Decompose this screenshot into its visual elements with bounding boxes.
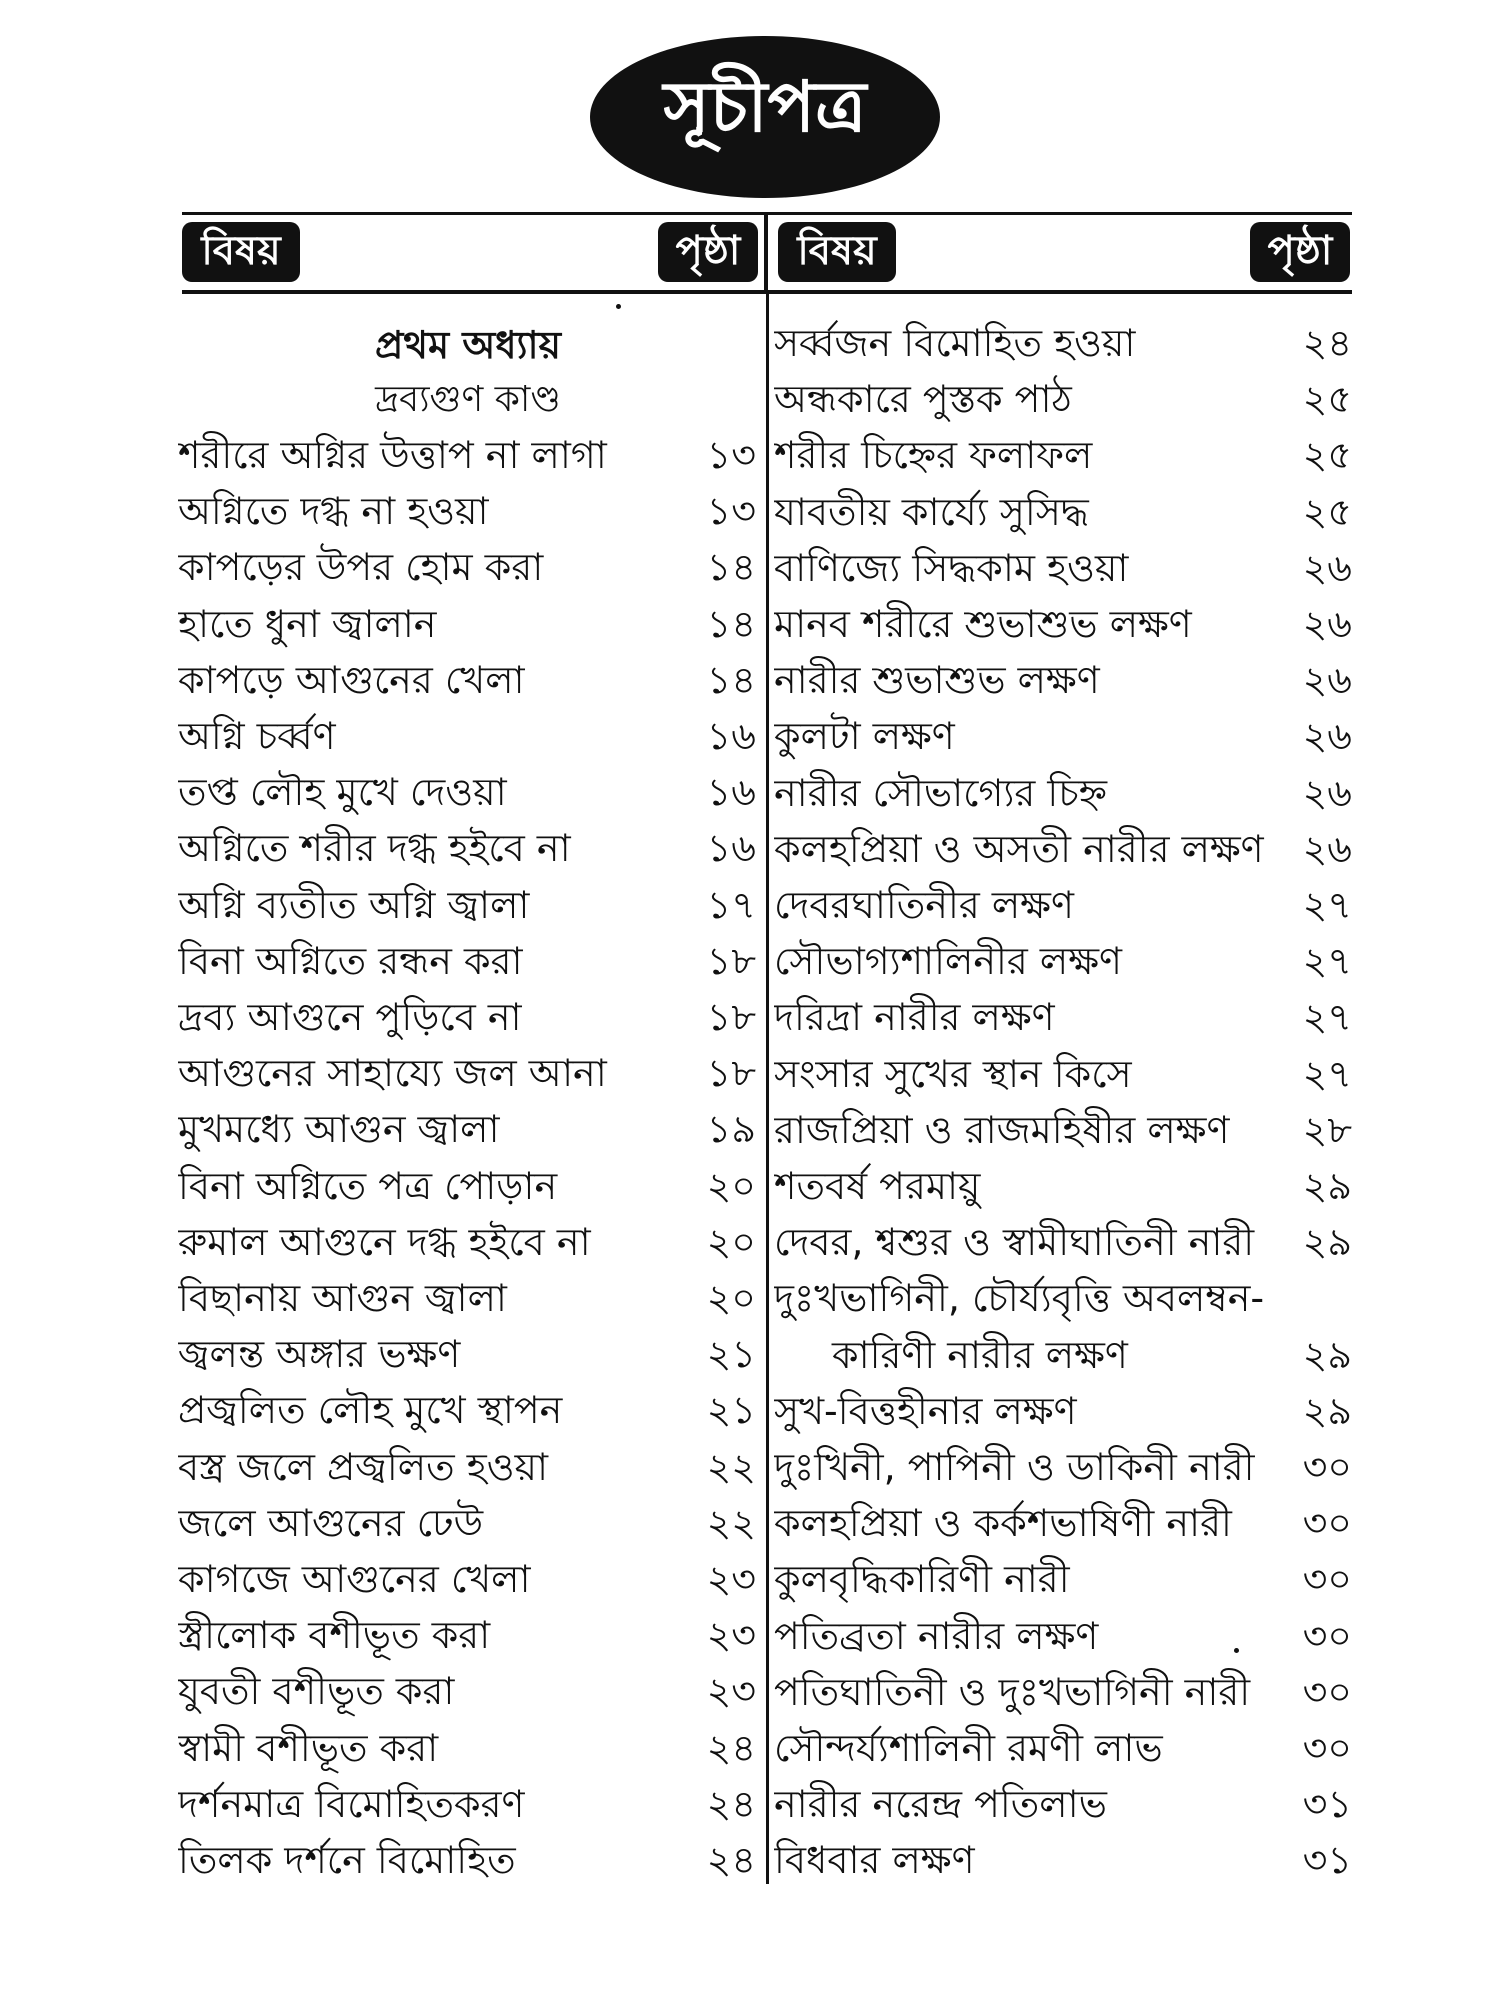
toc-entry-page: ২৭ <box>1302 995 1352 1040</box>
toc-entry-page: ২৪ <box>706 1838 756 1882</box>
toc-entry-title: বাণিজ্যে সিদ্ধকাম হওয়া <box>774 545 1129 590</box>
header-page-right <box>1250 222 1350 282</box>
toc-entry-title: দরিদ্রা নারীর লক্ষণ <box>774 995 1055 1040</box>
toc-entry-title: কাপড়ের উপর হোম করা <box>178 545 544 590</box>
header-subject-right-label: বিষয় <box>797 227 877 274</box>
toc-entry <box>774 599 1352 655</box>
toc-entry-page: ১৬ <box>706 714 756 758</box>
toc-entry-title: বিধবার লক্ষণ <box>774 1838 975 1883</box>
toc-entry <box>178 486 756 542</box>
toc-entry-page: ২৭ <box>1302 939 1352 984</box>
print-speck <box>616 304 621 309</box>
toc-entry-title: বস্ত্র জলে প্রজ্বলিত হওয়া <box>178 1444 549 1489</box>
toc-entry-page: ২০ <box>706 1219 756 1264</box>
toc-entry-title: অগ্নি ব্যতীত অগ্নি জ্বালা <box>178 882 530 927</box>
header-subject-left-label: বিষয় <box>201 227 281 274</box>
toc-entry-title: পতিব্রতা নারীর লক্ষণ <box>774 1613 1099 1658</box>
toc-entry-page: ৩০ <box>1302 1669 1352 1714</box>
toc-entry-title: অন্ধকারে পুস্তক পাঠ <box>774 377 1072 422</box>
toc-entry-title: জলে আগুনের ঢেউ <box>178 1500 484 1545</box>
title-badge <box>590 36 940 198</box>
toc-entry <box>774 1386 1352 1442</box>
toc-entry-title: কলহপ্রিয়া ও অসতী নারীর লক্ষণ <box>774 826 1264 871</box>
toc-entry-page: ২৩ <box>706 1557 756 1601</box>
toc-entry-page: ২৯ <box>1302 1220 1352 1265</box>
toc-entry <box>178 767 756 823</box>
toc-entry <box>774 655 1352 711</box>
toc-entry <box>774 1498 1352 1554</box>
toc-entry-title: কাপড়ে আগুনের খেলা <box>178 657 525 702</box>
toc-entry-page: ২২ <box>706 1444 756 1489</box>
toc-entry-title: মানব শরীরে শুভাশুভ লক্ষণ <box>774 602 1192 646</box>
toc-entry-page: ২৬ <box>1302 770 1352 815</box>
toc-entry-title: দুঃখভাগিনী, চৌর্য্যবৃত্তি অবলম্বন- <box>774 1276 1265 1321</box>
toc-entry-title: নারীর নরেন্দ্র পতিলাভ <box>774 1782 1107 1827</box>
toc-entry-page: ১৮ <box>706 1051 756 1096</box>
toc-entry-page: ২৬ <box>1302 545 1352 590</box>
toc-entry-page: ১৮ <box>706 995 756 1039</box>
toc-entry <box>178 1048 756 1104</box>
toc-entry <box>774 430 1352 486</box>
toc-entry-title: মুখমধ্যে আগুন জ্বালা <box>178 1107 500 1152</box>
toc-entry-page: ২৪ <box>1302 321 1352 365</box>
toc-entry-page: ১৪ <box>706 601 756 646</box>
page-title: সূচীপত্র <box>663 65 867 148</box>
toc-entry-page: ২৬ <box>1302 714 1352 759</box>
toc-entry-title: কুলটা লক্ষণ <box>774 714 955 759</box>
toc-entry <box>178 1779 756 1835</box>
header-page-right-label: পৃষ্ঠা <box>1267 227 1333 274</box>
toc-entry-page: ১৬ <box>706 826 756 871</box>
toc-entry <box>178 711 756 767</box>
toc-entry-page: ২৪ <box>706 1781 756 1826</box>
toc-entry <box>178 992 756 1048</box>
toc-entry <box>178 1442 756 1498</box>
toc-entry <box>178 542 756 598</box>
toc-entry-title: সৌন্দর্য্যশালিনী রমণী লাভ <box>774 1726 1163 1770</box>
column-divider <box>766 294 769 1884</box>
toc-entry-title: কাগজে আগুনের খেলা <box>178 1557 531 1601</box>
toc-entry <box>774 1779 1352 1835</box>
toc-entry-page: ৩০ <box>1302 1501 1352 1546</box>
toc-entry-title: নারীর শুভাশুভ লক্ষণ <box>774 658 1100 703</box>
toc-entry-page: ২১ <box>706 1388 756 1433</box>
toc-entry-page: ১৭ <box>706 882 756 927</box>
toc-entry-page: ২৪ <box>706 1725 756 1770</box>
header-subject-left <box>182 222 300 282</box>
toc-entry-page: ৩১ <box>1302 1782 1352 1827</box>
toc-entry-title: বিছানায় আগুন জ্বালা <box>178 1276 507 1320</box>
toc-entry <box>774 1554 1352 1610</box>
toc-entry-title: তপ্ত লৌহ মুখে দেওয়া <box>178 770 507 815</box>
toc-entry <box>774 1723 1352 1779</box>
toc-entry-page: ২৬ <box>1302 602 1352 646</box>
toc-entry <box>774 1273 1352 1329</box>
toc-entry-title: দেবর, শ্বশুর ও স্বামীঘাতিনী নারী <box>774 1220 1255 1265</box>
toc-entry-page: ২৫ <box>1302 489 1352 534</box>
toc-entry <box>178 430 756 486</box>
header-page-left <box>658 222 758 282</box>
toc-entry-title: যুবতী বশীভূত করা <box>178 1669 455 1714</box>
toc-entry-title: শরীরে অগ্নির উত্তাপ না লাগা <box>178 433 607 477</box>
toc-entry-page: ২৭ <box>1302 1051 1352 1096</box>
toc-entry <box>774 1161 1352 1217</box>
toc-entry <box>774 1835 1352 1891</box>
toc-entry <box>178 1498 756 1554</box>
toc-entry <box>178 1161 756 1217</box>
toc-entry-title: তিলক দর্শনে বিমোহিত <box>178 1838 516 1882</box>
toc-entry-title: সর্ব্বজন বিমোহিত হওয়া <box>774 321 1136 365</box>
toc-entry <box>774 768 1352 824</box>
toc-entry-title: শতবর্ষ পরমায়ু <box>774 1164 981 1208</box>
toc-entry-page: ২৬ <box>1302 826 1352 871</box>
toc-entry-page: ২৭ <box>1302 883 1352 927</box>
toc-entry <box>178 1273 756 1329</box>
toc-entry-page: ২৬ <box>1302 658 1352 703</box>
toc-entry-title: নারীর সৌভাগ্যের চিহ্ন <box>774 770 1108 815</box>
toc-entry-title: শরীর চিহ্নের ফলাফল <box>774 433 1093 478</box>
toc-entry-page: ৩০ <box>1302 1557 1352 1602</box>
toc-entry <box>178 936 756 992</box>
toc-entry-title: বিনা অগ্নিতে পত্র পোড়ান <box>178 1163 558 1208</box>
toc-entry <box>178 1385 756 1441</box>
toc-entry-page: ২৩ <box>706 1669 756 1714</box>
toc-entry <box>774 543 1352 599</box>
toc-entry-page: ১৩ <box>706 489 756 534</box>
toc-entry <box>774 1217 1352 1273</box>
toc-entry <box>774 1442 1352 1498</box>
toc-entry-title: অগ্নিতে শরীর দগ্ধ হইবে না <box>178 826 571 871</box>
toc-entry-page: ২৯ <box>1302 1388 1352 1433</box>
toc-entry-page: ৩০ <box>1302 1445 1352 1489</box>
toc-entry-page: ১৪ <box>706 545 756 590</box>
toc-entry-page: ১৩ <box>706 433 756 477</box>
header-divider <box>764 212 768 294</box>
toc-entry <box>774 711 1352 767</box>
toc-entry-page: ২৫ <box>1302 433 1352 478</box>
toc-entry <box>178 1217 756 1273</box>
toc-entry <box>178 880 756 936</box>
toc-entry <box>774 1330 1352 1386</box>
toc-entry <box>774 374 1352 430</box>
toc-entry <box>774 1667 1352 1723</box>
toc-entry <box>178 823 756 879</box>
toc-entry <box>178 599 756 655</box>
toc-entry-title: কলহপ্রিয়া ও কর্কশভাষিণী নারী <box>774 1501 1232 1546</box>
toc-entry-title: বিনা অগ্নিতে রন্ধন করা <box>178 938 523 983</box>
toc-entry-title: অগ্নি চর্ব্বণ <box>178 714 336 758</box>
toc-entry-page: ১৬ <box>706 770 756 815</box>
toc-entry <box>774 936 1352 992</box>
toc-entry-page: ১৮ <box>706 938 756 983</box>
toc-entry-title: দ্রব্য আগুনে পুড়িবে না <box>178 995 522 1039</box>
toc-entry-title: রাজপ্রিয়া ও রাজমহিষীর লক্ষণ <box>774 1107 1230 1152</box>
toc-entry <box>178 1835 756 1891</box>
toc-entry-title: স্বামী বশীভূত করা <box>178 1725 439 1770</box>
toc-entry-page: ২১ <box>706 1332 756 1377</box>
toc-entry-title: কারিণী নারীর লক্ষণ <box>832 1332 1128 1377</box>
toc-entry <box>178 1666 756 1722</box>
chapter-heading: প্রথম অধ্যায় <box>375 323 561 367</box>
toc-entry <box>774 318 1352 374</box>
toc-entry-page: ২০ <box>706 1163 756 1208</box>
toc-entry <box>774 992 1352 1048</box>
toc-entry-page: ২৩ <box>706 1613 756 1658</box>
toc-entry <box>178 1723 756 1779</box>
toc-entry-title: সুখ-বিত্তহীনার লক্ষণ <box>774 1388 1077 1433</box>
toc-entry-page: ২৯ <box>1302 1164 1352 1208</box>
toc-entry-page: ২৫ <box>1302 377 1352 422</box>
toc-entry <box>178 1329 756 1385</box>
toc-entry-page: ২২ <box>706 1500 756 1545</box>
toc-entry-page: ৩১ <box>1302 1838 1352 1883</box>
toc-entry-page: ৩০ <box>1302 1726 1352 1770</box>
toc-entry-title: পতিঘাতিনী ও দুঃখভাগিনী নারী <box>774 1669 1251 1714</box>
toc-entry <box>178 1610 756 1666</box>
toc-entry <box>774 824 1352 880</box>
toc-entry <box>178 1554 756 1610</box>
toc-entry-page: ১৪ <box>706 657 756 702</box>
toc-entry-page: ২৮ <box>1302 1107 1352 1152</box>
toc-entry-title: হাতে ধুনা জ্বালান <box>178 601 437 646</box>
toc-entry-title: দর্শনমাত্র বিমোহিতকরণ <box>178 1781 525 1826</box>
toc-entry-page: ৩০ <box>1302 1613 1352 1658</box>
toc-entry <box>774 1611 1352 1667</box>
toc-entry-title: অগ্নিতে দগ্ধ না হওয়া <box>178 489 489 534</box>
toc-entry <box>774 1049 1352 1105</box>
toc-entry-title: দুঃখিনী, পাপিনী ও ডাকিনী নারী <box>774 1445 1255 1489</box>
toc-entry-title: আগুনের সাহায্যে জল আনা <box>178 1051 607 1096</box>
toc-entry-page: ২০ <box>706 1276 756 1320</box>
toc-entry-title: সৌভাগ্যশালিনীর লক্ষণ <box>774 939 1122 984</box>
header-subject-right <box>778 222 896 282</box>
toc-entry <box>774 880 1352 936</box>
toc-entry <box>178 1104 756 1160</box>
toc-entry-title: রুমাল আগুনে দগ্ধ হইবে না <box>178 1219 591 1264</box>
header-page-left-label: পৃষ্ঠা <box>675 227 741 274</box>
toc-entry-title: দেবরঘাতিনীর লক্ষণ <box>774 883 1074 927</box>
toc-entry <box>774 1105 1352 1161</box>
toc-entry-title: জ্বলন্ত অঙ্গার ভক্ষণ <box>178 1332 461 1377</box>
toc-entry-title: কুলবৃদ্ধিকারিণী নারী <box>774 1557 1070 1602</box>
toc-entry-page: ১৯ <box>706 1107 756 1152</box>
toc-entry-title: সংসার সুখের স্থান কিসে <box>774 1051 1132 1096</box>
toc-entry-title: স্ত্রীলোক বশীভূত করা <box>178 1613 491 1658</box>
toc-entry <box>178 655 756 711</box>
toc-entry <box>774 487 1352 543</box>
section-heading: দ্রব্যগুণ কাণ্ড <box>375 379 561 420</box>
toc-entry-page: ২৯ <box>1302 1332 1352 1377</box>
toc-entry-title: প্রজ্বলিত লৌহ মুখে স্থাপন <box>178 1388 563 1433</box>
toc-entry-title: যাবতীয় কার্য্যে সুসিদ্ধ <box>774 489 1089 534</box>
